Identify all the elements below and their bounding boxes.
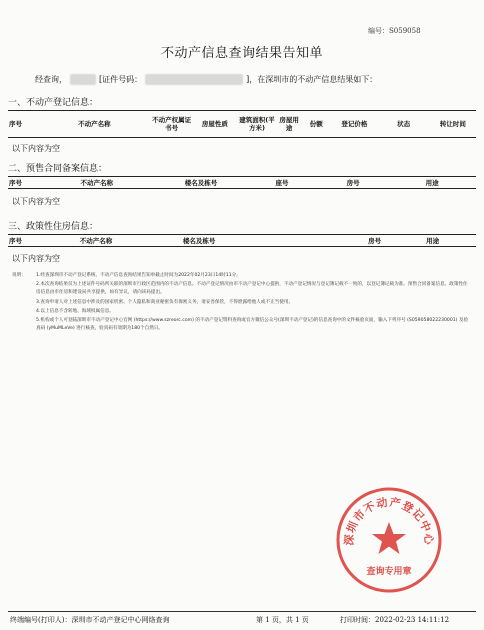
notes-label: 说明： <box>12 273 26 278</box>
note-item: 5.机构或个人可登陆深圳市不动产登记中心官网 (https://www.szreorc.com) 的不动产登记资料查询或官方微信公众号(深圳不动产登记)的信息查询中的文件核验页面，输入下列序号 (S059058022230001) 及验真码 (yMuMLeVe) 进行核查，验真码有效期为180个自然日。 <box>36 318 469 332</box>
column-header: 座号 <box>275 178 289 187</box>
section2-heading: 二、预售合同备案信息： <box>8 164 108 174</box>
redacted-id-number <box>145 74 243 85</box>
footer-terminal: 终端编号(打印人)：深圳市不动产登记中心网络查询 <box>10 616 170 624</box>
intro-prefix: 经查询， <box>35 75 67 84</box>
intro-suffix: ]，在深圳市的不动产信息结果如下： <box>246 75 378 84</box>
section1-heading: 一、不动产登记信息： <box>8 98 99 108</box>
section3-heading: 三、政策性住房信息： <box>8 222 99 232</box>
footer-print-time: 打印时间：2022-02-23 14:11:12 <box>340 616 450 624</box>
column-header: 不动产名称 <box>79 236 113 245</box>
section1-empty: 以下内容为空 <box>12 144 60 153</box>
column-header: 不动产名称 <box>80 178 114 187</box>
column-header: 转让时间 <box>439 120 466 128</box>
column-header: 建筑面积(平方米) <box>239 116 275 132</box>
official-seal <box>335 486 443 594</box>
column-header: 房号 <box>346 178 360 187</box>
column-header: 序号 <box>9 178 22 187</box>
document-number: 编号：S059058 <box>368 27 421 35</box>
column-header: 房号 <box>368 236 382 245</box>
intro-id-label: [证件号码： <box>99 75 143 84</box>
seal-ring-text: 深圳市不动产登记中心 <box>342 495 436 546</box>
note-item: 2.本次查询结果仅为上述证件号码所关联的深圳市行政区范围内的不动产信息。不动产登记情况由市不动产登记中心提供，不动产登记情况与登记簿记载不一致的，以登记簿记载为准。预售合同备案信息、政策性住房信息由市住房和建设局共享提供，如有异议，请向该局提出。 <box>36 282 468 296</box>
section3-empty: 以下内容为空 <box>12 254 60 263</box>
page-title: 不动产信息查询结果告知单 <box>160 46 323 61</box>
column-header: 不动产权属证书号 <box>152 116 192 132</box>
column-header: 序号 <box>9 120 22 128</box>
note-item: 4.以上信息不含转地、海域权属信息。 <box>36 309 114 314</box>
seal-center-text: 查询专用章 <box>366 567 412 577</box>
footer-page-number: 第 1 页，共 1 页 <box>256 616 309 624</box>
note-item: 3.查询申请人对上述信息中涉及的国家机密、个人隐私和商业秘密负有保密义务，请妥善保管，不得泄露给他人或不正当使用。 <box>36 300 294 305</box>
column-header: 楼名及栋号 <box>184 178 218 187</box>
column-header: 不动产名称 <box>78 120 111 128</box>
redacted-name <box>70 74 96 85</box>
table-header-row <box>8 235 476 247</box>
column-header: 楼名及栋号 <box>182 236 216 245</box>
column-header: 用途 <box>425 178 439 187</box>
column-header: 序号 <box>9 236 22 245</box>
column-header: 登记价格 <box>341 120 368 128</box>
seal-star-icon <box>372 522 406 554</box>
column-header: 房屋性质 <box>201 120 228 128</box>
section2-table <box>8 176 476 189</box>
column-header: 份额 <box>309 120 323 128</box>
table-header-row <box>8 111 476 138</box>
table-header-row <box>8 177 476 189</box>
intro-line <box>35 74 377 85</box>
column-header: 状态 <box>397 120 411 128</box>
column-header: 用途 <box>426 236 440 245</box>
note-item: 1.经查深圳市不动产登记系统，不动产信息查询结果告知单截止时间为2022年02月23日14时11分。 <box>36 273 241 278</box>
column-header: 房屋用途 <box>279 116 299 132</box>
section2-empty: 以下内容为空 <box>12 197 60 206</box>
section3-table <box>8 234 476 247</box>
section1-table <box>8 110 476 138</box>
footer <box>8 611 476 628</box>
